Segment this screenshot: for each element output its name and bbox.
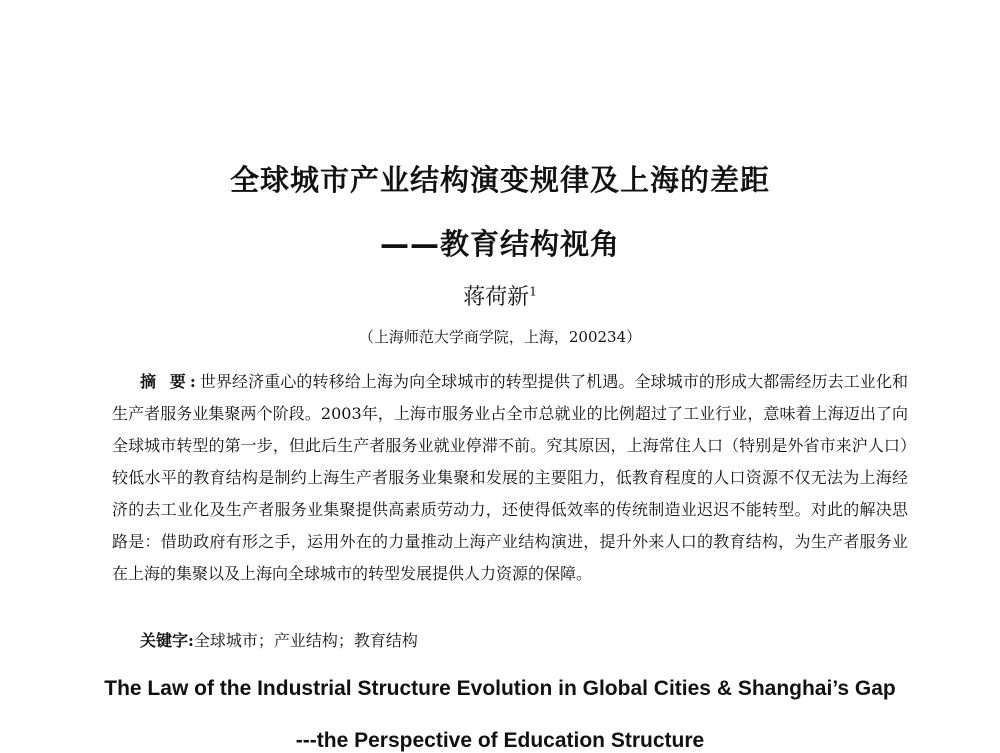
keywords-text: 全球城市；产业结构；教育结构: [193, 631, 418, 650]
affiliation: （上海师范大学商学院，上海，200234）: [358, 328, 642, 346]
abstract-text: 世界经济重心的转移给上海为向全球城市的转型提供了机遇。全球城市的形成大都需经历去工业化和生产者服务业集聚两个阶段。2003年，上海市服务业占全市总就业的比例超过了工业行业，意味着上海迈出了向全球城市转型的第一步，但此后生产者服务业就业停滞不前。究其原因，上海常住人口（特别是外省市来沪人口）较低水平的教育结构是制约上海生产者服务业集聚和发展的主要阻力，低教育程度的人口资源不仅无法为上海经济的去工业化及生产者服务业集聚提供高素质劳动力，还使得低效率的传统制造业迟迟不能转型。对此的解决思路是：借助政府有形之手，运用外在的力量推动上海产业结构演进，提升外来人口的教育结构，为生产者服务业在上海的集聚以及上海向全球城市的转型发展提供人力资源的保障。: [112, 372, 908, 583]
author-footnote-mark: 1: [529, 284, 537, 299]
title-en-line2: ---the Perspective of Education Structure: [295, 729, 705, 752]
abstract-label: 摘 要:: [140, 372, 200, 391]
keywords: [140, 628, 418, 651]
author-name: 蒋荷新: [463, 285, 530, 310]
title-zh-line1: 全球城市产业结构演变规律及上海的差距: [229, 163, 770, 197]
title-en-line1: The Law of the Industrial Structure Evolution in Global Cities & Shanghai’s Gap: [104, 677, 896, 700]
keywords-label: 关键字:: [140, 631, 194, 650]
abstract: [112, 366, 908, 590]
title-zh-line2: ——教育结构视角: [379, 227, 620, 261]
author: [0, 280, 1000, 311]
